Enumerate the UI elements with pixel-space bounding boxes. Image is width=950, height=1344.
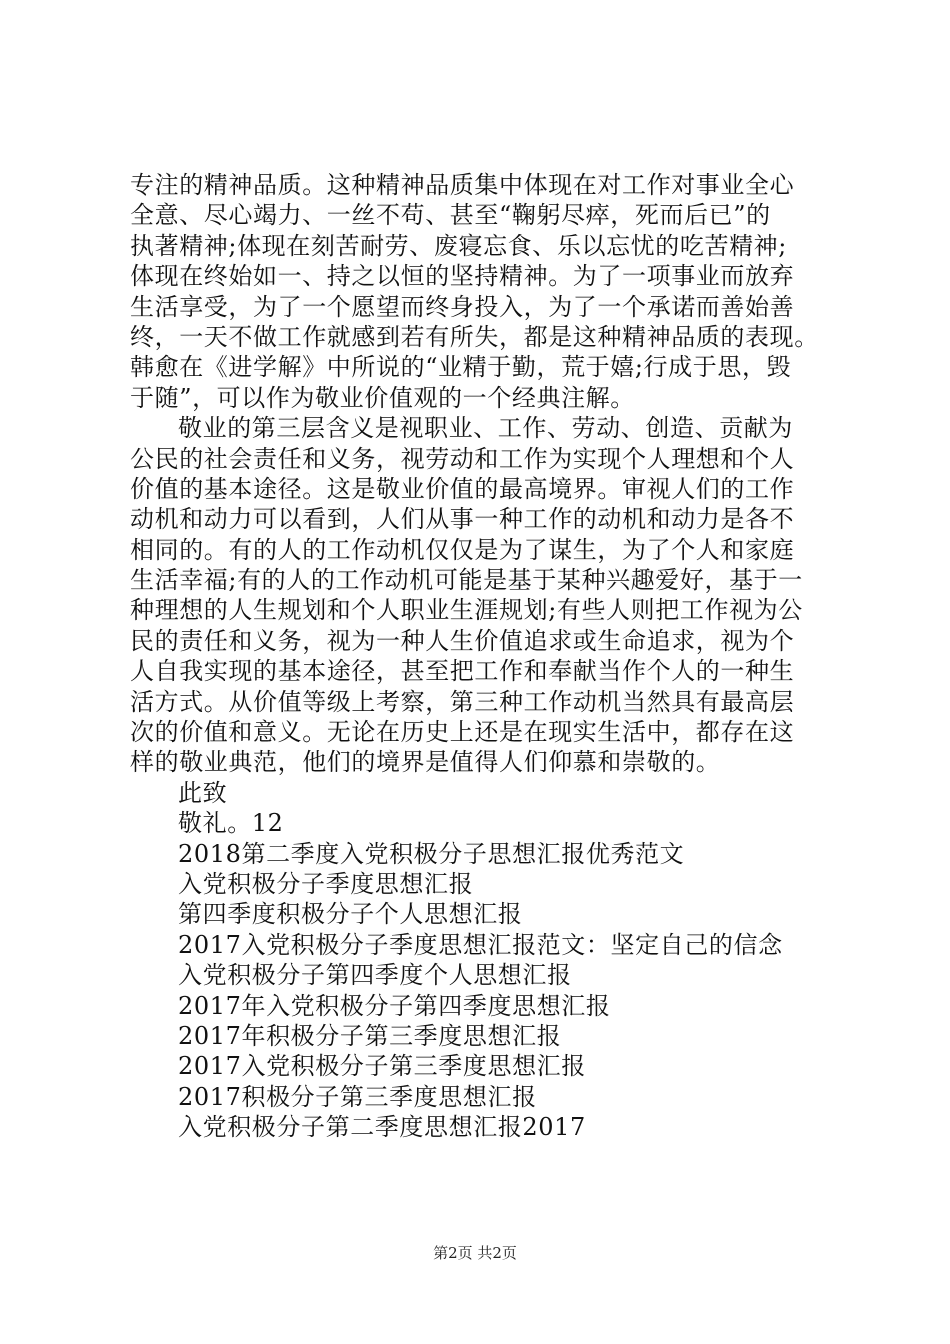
text-line: 于随”，可以作为敬业价值观的一个经典注解。: [130, 383, 635, 412]
closing-regards: 敬礼。12: [178, 809, 284, 838]
text-line: 体现在终始如一、持之以恒的坚持精神。为了一项事业而放弃: [130, 262, 795, 291]
text-line: 样的敬业典范，他们的境界是值得人们仰慕和崇敬的。: [130, 748, 721, 777]
page-number-current: 第2页: [433, 1244, 473, 1262]
page-footer: [0, 1243, 950, 1263]
related-title: 2017年入党积极分子第四季度思想汇报: [178, 991, 611, 1020]
related-title: 入党积极分子第四季度个人思想汇报: [178, 961, 572, 990]
related-title: 第四季度积极分子个人思想汇报: [178, 900, 523, 929]
paragraph-start-line: 敬业的第三层含义是视职业、工作、劳动、创造、贡献为: [178, 414, 793, 443]
text-line: 韩愈在《进学解》中所说的“业精于勤，荒于嬉;行成于思，毁: [130, 353, 792, 382]
text-line: 生活享受，为了一个愿望而终身投入，为了一个承诺而善始善: [130, 292, 795, 321]
related-title: 2017年积极分子第三季度思想汇报: [178, 1021, 562, 1050]
text-line: 生活幸福;有的人的工作动机可能是基于某种兴趣爱好，基于一: [130, 566, 803, 595]
page-number-total: 共2页: [477, 1244, 517, 1262]
text-line: 动机和动力可以看到，人们从事一种工作的动机和动力是各不: [130, 505, 795, 534]
text-line: 全意、尽心竭力、一丝不苟、甚至“鞠躬尽瘁，死而后已”的: [130, 201, 771, 230]
text-line: 终，一天不做工作就感到若有所失，都是这种精神品质的表现。: [130, 322, 819, 351]
text-line: 执著精神;体现在刻苦耐劳、废寝忘食、乐以忘忧的吃苦精神;: [130, 231, 787, 260]
related-title: 2017入党积极分子第三季度思想汇报: [178, 1052, 586, 1081]
closing-salutation: 此致: [178, 778, 228, 807]
related-title: 2018第二季度入党积极分子思想汇报优秀范文: [178, 839, 685, 868]
document-body: [130, 170, 830, 1143]
text-line: 活方式。从价值等级上考察，第三种工作动机当然具有最高层: [130, 687, 795, 716]
text-line: 人自我实现的基本途径，甚至把工作和奉献当作个人的一种生: [130, 657, 795, 686]
related-title: 2017入党积极分子季度思想汇报范文：坚定自己的信念: [178, 930, 783, 959]
text-line: 价值的基本途径。这是敬业价值的最高境界。审视人们的工作: [130, 474, 795, 503]
related-title: 入党积极分子季度思想汇报: [178, 869, 474, 898]
text-line: 相同的。有的人的工作动机仅仅是为了谋生，为了个人和家庭: [130, 535, 795, 564]
text-line: 民的责任和义务，视为一种人生价值追求或生命追求，视为个: [130, 626, 795, 655]
related-title: 2017积极分子第三季度思想汇报: [178, 1082, 537, 1111]
text-line: 次的价值和意义。无论在历史上还是在现实生活中，都存在这: [130, 718, 795, 747]
text-line: 公民的社会责任和义务，视劳动和工作为实现个人理想和个人: [130, 444, 795, 473]
related-title: 入党积极分子第二季度思想汇报2017: [178, 1113, 586, 1142]
text-line: 专注的精神品质。这种精神品质集中体现在对工作对事业全心: [130, 171, 795, 199]
text-line: 种理想的人生规划和个人职业生涯规划;有些人则把工作视为公: [130, 596, 803, 625]
